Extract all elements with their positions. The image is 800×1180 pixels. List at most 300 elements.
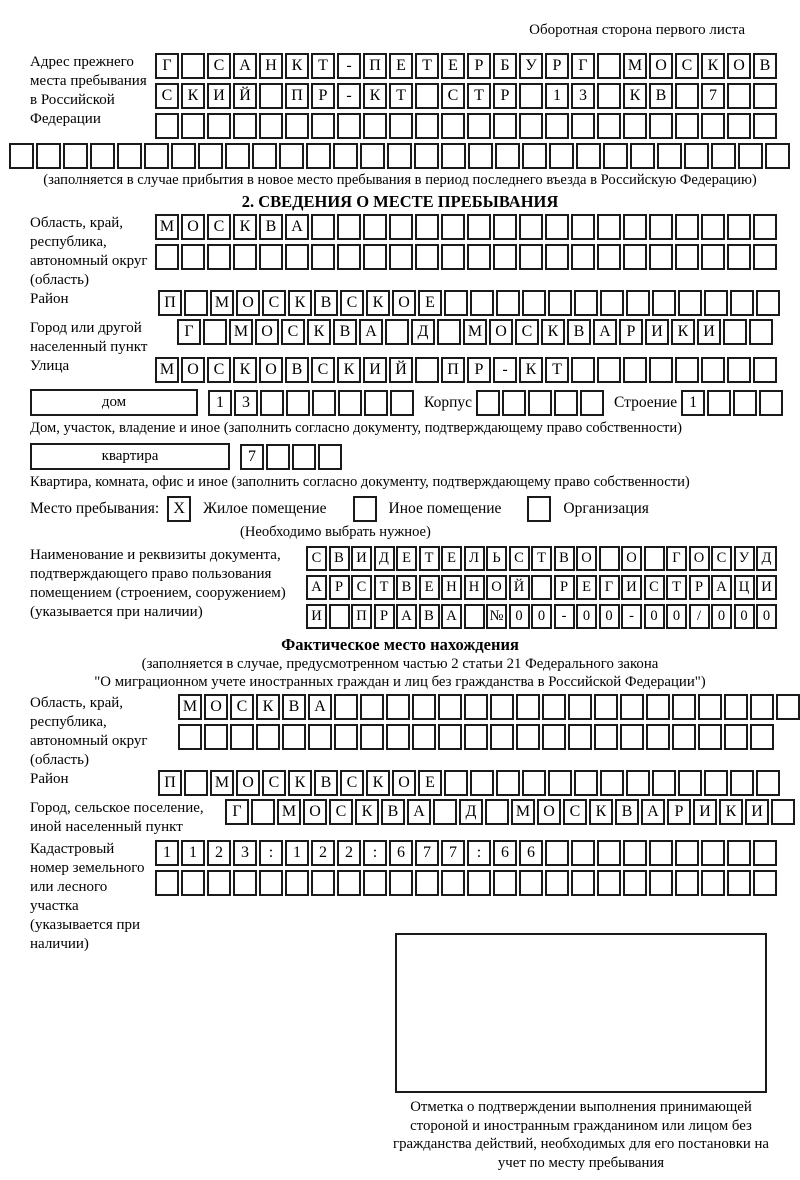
char-box[interactable]: Е — [576, 575, 597, 600]
char-box[interactable]: Т — [467, 83, 491, 109]
char-box[interactable]: К — [366, 290, 390, 316]
char-box[interactable] — [750, 724, 774, 750]
char-box[interactable] — [623, 840, 647, 866]
char-box[interactable]: И — [697, 319, 721, 345]
char-box[interactable]: Й — [233, 83, 257, 109]
char-box[interactable] — [675, 870, 699, 896]
char-box[interactable]: 0 — [756, 604, 777, 629]
char-box[interactable]: У — [519, 53, 543, 79]
char-box[interactable] — [675, 83, 699, 109]
char-box[interactable] — [568, 724, 592, 750]
char-box[interactable] — [657, 143, 682, 169]
char-box[interactable]: 7 — [240, 444, 264, 470]
char-box[interactable]: К — [233, 357, 257, 383]
char-box[interactable] — [623, 113, 647, 139]
char-box[interactable] — [389, 214, 413, 240]
char-box[interactable] — [441, 870, 465, 896]
char-box[interactable]: К — [719, 799, 743, 825]
char-box[interactable] — [36, 143, 61, 169]
char-box[interactable] — [203, 319, 227, 345]
char-box[interactable]: 1 — [181, 840, 205, 866]
char-box[interactable]: Р — [493, 83, 517, 109]
char-box[interactable]: К — [288, 770, 312, 796]
char-box[interactable] — [630, 143, 655, 169]
char-box[interactable]: А — [711, 575, 732, 600]
char-box[interactable]: С — [509, 546, 530, 571]
char-box[interactable] — [441, 113, 465, 139]
char-box[interactable]: У — [734, 546, 755, 571]
char-box[interactable]: С — [351, 575, 372, 600]
char-box[interactable] — [464, 724, 488, 750]
char-box[interactable] — [684, 143, 709, 169]
char-box[interactable]: К — [363, 83, 387, 109]
char-box[interactable] — [233, 113, 257, 139]
char-box[interactable] — [753, 357, 777, 383]
char-box[interactable]: П — [351, 604, 372, 629]
char-box[interactable]: О — [537, 799, 561, 825]
char-box[interactable] — [414, 143, 439, 169]
char-box[interactable] — [441, 143, 466, 169]
char-box[interactable] — [470, 770, 494, 796]
char-box[interactable]: Е — [441, 53, 465, 79]
char-box[interactable]: - — [621, 604, 642, 629]
char-box[interactable] — [597, 53, 621, 79]
char-box[interactable]: Р — [689, 575, 710, 600]
char-box[interactable]: Д — [756, 546, 777, 571]
char-box[interactable] — [155, 244, 179, 270]
char-box[interactable]: Р — [374, 604, 395, 629]
char-box[interactable] — [496, 770, 520, 796]
char-box[interactable]: С — [675, 53, 699, 79]
char-box[interactable] — [364, 390, 388, 416]
char-box[interactable]: Р — [311, 83, 335, 109]
char-box[interactable] — [652, 770, 676, 796]
char-box[interactable]: В — [753, 53, 777, 79]
char-box[interactable] — [678, 770, 702, 796]
char-box[interactable] — [519, 870, 543, 896]
char-box[interactable] — [337, 113, 361, 139]
char-box[interactable] — [279, 143, 304, 169]
char-box[interactable] — [672, 724, 696, 750]
char-box[interactable] — [181, 113, 205, 139]
char-box[interactable] — [207, 870, 231, 896]
char-box[interactable]: 7 — [415, 840, 439, 866]
char-box[interactable] — [750, 694, 774, 720]
char-box[interactable] — [522, 143, 547, 169]
char-box[interactable] — [286, 390, 310, 416]
char-box[interactable] — [597, 870, 621, 896]
char-box[interactable]: А — [359, 319, 383, 345]
char-box[interactable]: П — [441, 357, 465, 383]
char-box[interactable]: С — [155, 83, 179, 109]
char-box[interactable]: А — [308, 694, 332, 720]
place-type-checkbox-organization[interactable] — [527, 496, 551, 522]
char-box[interactable]: С — [207, 357, 231, 383]
char-box[interactable]: Т — [419, 546, 440, 571]
char-box[interactable]: : — [363, 840, 387, 866]
char-box[interactable] — [337, 214, 361, 240]
char-box[interactable]: 0 — [599, 604, 620, 629]
char-box[interactable] — [184, 290, 208, 316]
char-box[interactable]: А — [396, 604, 417, 629]
char-box[interactable]: 6 — [389, 840, 413, 866]
char-box[interactable]: П — [285, 83, 309, 109]
char-box[interactable]: К — [589, 799, 613, 825]
char-box[interactable] — [385, 319, 409, 345]
char-box[interactable] — [415, 357, 439, 383]
char-box[interactable]: Н — [259, 53, 283, 79]
char-box[interactable] — [576, 143, 601, 169]
char-box[interactable] — [467, 244, 491, 270]
char-box[interactable]: С — [262, 770, 286, 796]
char-box[interactable] — [476, 390, 500, 416]
char-box[interactable] — [207, 113, 231, 139]
char-box[interactable]: В — [554, 546, 575, 571]
char-box[interactable]: О — [689, 546, 710, 571]
char-box[interactable] — [698, 694, 722, 720]
char-box[interactable]: М — [623, 53, 647, 79]
char-box[interactable] — [444, 290, 468, 316]
char-box[interactable] — [252, 143, 277, 169]
char-box[interactable]: / — [689, 604, 710, 629]
char-box[interactable] — [597, 214, 621, 240]
char-box[interactable]: М — [178, 694, 202, 720]
char-box[interactable]: С — [515, 319, 539, 345]
char-box[interactable] — [306, 143, 331, 169]
char-box[interactable] — [597, 357, 621, 383]
char-box[interactable] — [701, 840, 725, 866]
char-box[interactable] — [623, 357, 647, 383]
char-box[interactable] — [516, 724, 540, 750]
char-box[interactable]: 0 — [644, 604, 665, 629]
char-box[interactable] — [756, 770, 780, 796]
char-box[interactable] — [464, 694, 488, 720]
char-box[interactable]: П — [158, 290, 182, 316]
char-box[interactable] — [545, 870, 569, 896]
char-box[interactable] — [437, 319, 461, 345]
char-box[interactable] — [704, 770, 728, 796]
char-box[interactable] — [571, 840, 595, 866]
char-box[interactable] — [753, 113, 777, 139]
char-box[interactable]: И — [756, 575, 777, 600]
char-box[interactable] — [727, 357, 751, 383]
char-box[interactable]: В — [285, 357, 309, 383]
char-box[interactable]: С — [340, 290, 364, 316]
char-box[interactable]: О — [259, 357, 283, 383]
char-box[interactable]: М — [210, 770, 234, 796]
char-box[interactable] — [467, 113, 491, 139]
char-box[interactable] — [571, 244, 595, 270]
char-box[interactable]: О — [255, 319, 279, 345]
char-box[interactable]: Г — [571, 53, 595, 79]
char-box[interactable] — [545, 840, 569, 866]
char-box[interactable]: О — [204, 694, 228, 720]
char-box[interactable] — [493, 244, 517, 270]
char-box[interactable] — [495, 143, 520, 169]
char-box[interactable] — [727, 214, 751, 240]
char-box[interactable]: С — [230, 694, 254, 720]
char-box[interactable] — [312, 390, 336, 416]
char-box[interactable]: К — [285, 53, 309, 79]
char-box[interactable]: О — [303, 799, 327, 825]
char-box[interactable] — [389, 244, 413, 270]
char-box[interactable] — [727, 870, 751, 896]
char-box[interactable]: М — [277, 799, 301, 825]
char-box[interactable] — [599, 546, 620, 571]
char-box[interactable] — [542, 724, 566, 750]
char-box[interactable]: 1 — [681, 390, 705, 416]
char-box[interactable] — [646, 694, 670, 720]
char-box[interactable] — [117, 143, 142, 169]
char-box[interactable]: С — [711, 546, 732, 571]
char-box[interactable]: И — [645, 319, 669, 345]
char-box[interactable]: К — [366, 770, 390, 796]
char-box[interactable] — [485, 799, 509, 825]
char-box[interactable]: К — [541, 319, 565, 345]
char-box[interactable] — [259, 870, 283, 896]
char-box[interactable]: И — [351, 546, 372, 571]
char-box[interactable] — [597, 244, 621, 270]
char-box[interactable]: Ь — [486, 546, 507, 571]
char-box[interactable] — [493, 214, 517, 240]
char-box[interactable]: Л — [464, 546, 485, 571]
char-box[interactable]: А — [407, 799, 431, 825]
char-box[interactable] — [490, 724, 514, 750]
char-box[interactable] — [470, 290, 494, 316]
char-box[interactable] — [493, 113, 517, 139]
char-box[interactable]: Г — [155, 53, 179, 79]
char-box[interactable] — [207, 244, 231, 270]
char-box[interactable] — [675, 840, 699, 866]
char-box[interactable]: С — [306, 546, 327, 571]
char-box[interactable]: С — [311, 357, 335, 383]
char-box[interactable] — [571, 214, 595, 240]
char-box[interactable]: : — [259, 840, 283, 866]
char-box[interactable]: Т — [374, 575, 395, 600]
char-box[interactable]: Н — [464, 575, 485, 600]
char-box[interactable] — [652, 290, 676, 316]
char-box[interactable] — [144, 143, 169, 169]
char-box[interactable] — [516, 694, 540, 720]
char-box[interactable] — [753, 214, 777, 240]
char-box[interactable]: - — [337, 53, 361, 79]
char-box[interactable]: О — [649, 53, 673, 79]
char-box[interactable] — [522, 770, 546, 796]
char-box[interactable] — [496, 290, 520, 316]
char-box[interactable]: - — [554, 604, 575, 629]
char-box[interactable] — [519, 83, 543, 109]
char-box[interactable] — [545, 244, 569, 270]
char-box[interactable] — [233, 870, 257, 896]
char-box[interactable]: К — [288, 290, 312, 316]
char-box[interactable] — [522, 290, 546, 316]
char-box[interactable]: К — [337, 357, 361, 383]
char-box[interactable] — [260, 390, 284, 416]
char-box[interactable] — [531, 575, 552, 600]
char-box[interactable] — [363, 214, 387, 240]
char-box[interactable] — [701, 357, 725, 383]
char-box[interactable] — [181, 870, 205, 896]
char-box[interactable]: С — [329, 799, 353, 825]
char-box[interactable]: И — [207, 83, 231, 109]
char-box[interactable] — [438, 694, 462, 720]
char-box[interactable]: О — [181, 214, 205, 240]
char-box[interactable] — [620, 724, 644, 750]
char-box[interactable]: С — [340, 770, 364, 796]
char-box[interactable] — [387, 143, 412, 169]
char-box[interactable]: Т — [415, 53, 439, 79]
char-box[interactable] — [285, 870, 309, 896]
char-box[interactable]: 3 — [571, 83, 595, 109]
char-box[interactable] — [727, 113, 751, 139]
char-box[interactable] — [155, 113, 179, 139]
char-box[interactable]: С — [563, 799, 587, 825]
char-box[interactable]: К — [256, 694, 280, 720]
char-box[interactable] — [204, 724, 228, 750]
char-box[interactable]: К — [623, 83, 647, 109]
char-box[interactable] — [620, 694, 644, 720]
char-box[interactable]: Д — [459, 799, 483, 825]
char-box[interactable] — [433, 799, 457, 825]
char-box[interactable] — [259, 113, 283, 139]
char-box[interactable] — [337, 870, 361, 896]
char-box[interactable] — [184, 770, 208, 796]
char-box[interactable] — [386, 694, 410, 720]
char-box[interactable] — [649, 214, 673, 240]
char-box[interactable] — [549, 143, 574, 169]
char-box[interactable] — [623, 870, 647, 896]
char-box[interactable] — [415, 113, 439, 139]
char-box[interactable]: К — [233, 214, 257, 240]
char-box[interactable] — [464, 604, 485, 629]
char-box[interactable]: Т — [545, 357, 569, 383]
char-box[interactable]: В — [615, 799, 639, 825]
char-box[interactable]: : — [467, 840, 491, 866]
char-box[interactable] — [675, 113, 699, 139]
char-box[interactable] — [646, 724, 670, 750]
char-box[interactable] — [360, 724, 384, 750]
char-box[interactable]: А — [285, 214, 309, 240]
char-box[interactable]: О — [392, 770, 416, 796]
char-box[interactable]: А — [306, 575, 327, 600]
char-box[interactable] — [230, 724, 254, 750]
char-box[interactable]: В — [329, 546, 350, 571]
char-box[interactable] — [626, 770, 650, 796]
char-box[interactable] — [390, 390, 414, 416]
char-box[interactable] — [528, 390, 552, 416]
char-box[interactable]: С — [644, 575, 665, 600]
char-box[interactable]: Е — [441, 546, 462, 571]
char-box[interactable] — [415, 214, 439, 240]
char-box[interactable]: К — [701, 53, 725, 79]
char-box[interactable] — [334, 694, 358, 720]
char-box[interactable]: О — [181, 357, 205, 383]
char-box[interactable]: О — [392, 290, 416, 316]
char-box[interactable] — [444, 770, 468, 796]
char-box[interactable] — [568, 694, 592, 720]
char-box[interactable] — [597, 83, 621, 109]
char-box[interactable] — [701, 214, 725, 240]
char-box[interactable]: 0 — [576, 604, 597, 629]
char-box[interactable] — [603, 143, 628, 169]
char-box[interactable]: 0 — [531, 604, 552, 629]
char-box[interactable] — [626, 290, 650, 316]
char-box[interactable] — [467, 870, 491, 896]
char-box[interactable] — [738, 143, 763, 169]
char-box[interactable] — [9, 143, 34, 169]
char-box[interactable]: М — [229, 319, 253, 345]
char-box[interactable] — [711, 143, 736, 169]
char-box[interactable] — [753, 244, 777, 270]
char-box[interactable]: С — [207, 214, 231, 240]
char-box[interactable]: И — [745, 799, 769, 825]
char-box[interactable] — [333, 143, 358, 169]
char-box[interactable]: В — [314, 770, 338, 796]
char-box[interactable]: Т — [389, 83, 413, 109]
char-box[interactable]: Й — [389, 357, 413, 383]
char-box[interactable]: Е — [419, 575, 440, 600]
char-box[interactable]: Р — [619, 319, 643, 345]
char-box[interactable] — [251, 799, 275, 825]
char-box[interactable]: В — [649, 83, 673, 109]
char-box[interactable] — [649, 870, 673, 896]
char-box[interactable]: А — [233, 53, 257, 79]
char-box[interactable] — [233, 244, 257, 270]
char-box[interactable] — [386, 724, 410, 750]
char-box[interactable]: Р — [467, 357, 491, 383]
char-box[interactable] — [600, 290, 624, 316]
char-box[interactable] — [571, 357, 595, 383]
char-box[interactable]: М — [511, 799, 535, 825]
char-box[interactable] — [490, 694, 514, 720]
char-box[interactable]: 1 — [155, 840, 179, 866]
char-box[interactable]: Д — [411, 319, 435, 345]
char-box[interactable] — [412, 694, 436, 720]
char-box[interactable]: Е — [418, 290, 442, 316]
char-box[interactable] — [363, 870, 387, 896]
char-box[interactable] — [311, 244, 335, 270]
char-box[interactable] — [730, 770, 754, 796]
char-box[interactable] — [672, 694, 696, 720]
char-box[interactable] — [723, 319, 747, 345]
char-box[interactable] — [308, 724, 332, 750]
char-box[interactable]: 2 — [337, 840, 361, 866]
char-box[interactable] — [730, 290, 754, 316]
char-box[interactable] — [649, 840, 673, 866]
char-box[interactable]: О — [236, 290, 260, 316]
char-box[interactable]: О — [489, 319, 513, 345]
char-box[interactable] — [285, 244, 309, 270]
char-box[interactable] — [548, 770, 572, 796]
char-box[interactable] — [363, 244, 387, 270]
char-box[interactable] — [468, 143, 493, 169]
char-box[interactable]: С — [262, 290, 286, 316]
char-box[interactable]: П — [363, 53, 387, 79]
char-box[interactable] — [441, 214, 465, 240]
char-box[interactable] — [571, 113, 595, 139]
char-box[interactable]: О — [576, 546, 597, 571]
char-box[interactable] — [311, 113, 335, 139]
char-box[interactable]: И — [693, 799, 717, 825]
char-box[interactable]: 3 — [233, 840, 257, 866]
char-box[interactable] — [701, 870, 725, 896]
char-box[interactable] — [334, 724, 358, 750]
char-box[interactable] — [519, 113, 543, 139]
char-box[interactable]: Т — [666, 575, 687, 600]
char-box[interactable] — [649, 357, 673, 383]
char-box[interactable] — [707, 390, 731, 416]
char-box[interactable] — [724, 724, 748, 750]
